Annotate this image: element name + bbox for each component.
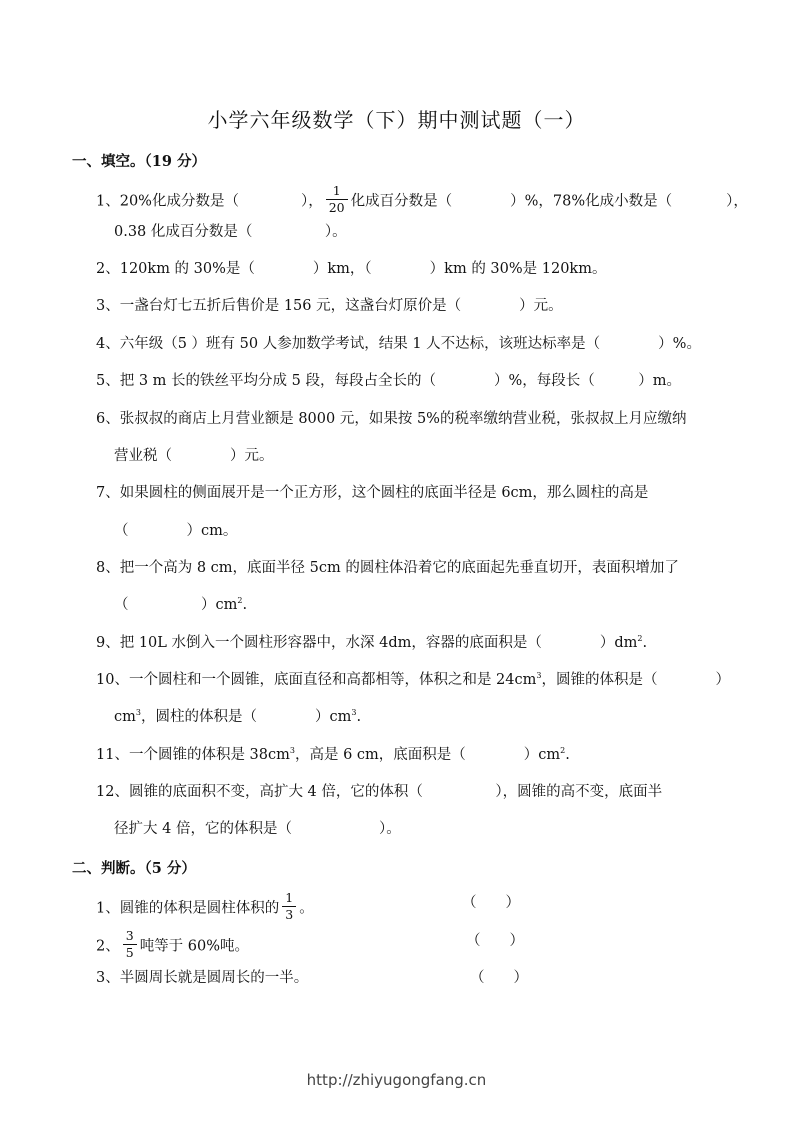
fraction-1-20: $\frac{1}{20}$ (326, 184, 348, 215)
judge-1: 1、圆锥的体积是圆柱体积的 $\frac{1}{3}$ 。 (96, 890, 314, 922)
fraction-3-5: $\frac{3}{5}$ (123, 929, 137, 960)
q1-text-c: 化成百分数是（ (350, 193, 453, 210)
question-4: 4、六年级（5 ）班有 50 人参加数学考试，结果 1 人不达标，该班达标率是（ ）%。 (96, 336, 701, 352)
question-7: 7、如果圆柱的侧面展开是一个正方形，这个圆柱的底面半径是 6cm，那么圆柱的高是 (96, 485, 649, 501)
question-6: 6、张叔叔的商店上月营业额是 8000 元，如果按 5%的税率缴纳营业税，张叔叔上月应缴纳 (96, 411, 687, 427)
judge-3: 3、半圆周长就是圆周长的一半。 (96, 970, 309, 986)
question-1 (96, 183, 748, 217)
fraction-1-3: $\frac{1}{3}$ (282, 891, 296, 922)
question-6-line-2: 营业税（ ）元。 (114, 448, 274, 464)
question-5: 5、把 3 m 长的铁丝平均分成 5 段，每段占全长的（ ）%，每段长（ ）m。 (96, 373, 681, 389)
q1-text-a: 1、20%化成分数是（ (96, 193, 239, 210)
question-3: 3、一盏台灯七五折后售价是 156 元，这盏台灯原价是（ ）元。 (96, 298, 563, 314)
question-9: 9、把 10L 水倒入一个圆柱形容器中，水深 4dm，容器的底面积是（ ）$dm^2$. (96, 634, 648, 651)
question-11: 11、一个圆锥的体积是 $38cm^3$，高是 6 cm，底面积是（ ）$cm^2$. (96, 746, 570, 763)
question-10-line-2: $cm^3$，圆柱的体积是（ ）$cm^3$. (114, 708, 362, 725)
question-12-line-2: 径扩大 4 倍，它的体积是（ ）。 (114, 821, 401, 837)
q1-text-b: ）， (300, 193, 323, 210)
page-title: 小学六年级数学（下）期中测试题（一） (207, 108, 586, 132)
section-heading-fill-blank: 一、填空。（19 分） (72, 153, 206, 170)
q1-text-d: ）%，78%化成小数是（ (510, 193, 673, 210)
question-10: 10、一个圆柱和一个圆锥，底面直径和高都相等，体积之和是 $24cm^3$，圆锥的体积是（ ） (96, 671, 730, 688)
question-7-line-2: （ ）cm。 (114, 523, 238, 539)
question-8-line-2: （ ）$cm^2$. (114, 596, 248, 613)
judge-2: 2、 $\frac{3}{5}$ 吨等于 60%吨。 (96, 928, 250, 960)
judge-2-answer-paren[interactable]: （ ） (466, 933, 524, 949)
question-1-line-2: 0.38 化成百分数是（ ）。 (114, 224, 347, 240)
question-8: 8、把一个高为 8 cm，底面半径 5cm 的圆柱体沿着它的底面起先垂直切开，表面积增加了 (96, 560, 679, 576)
question-2: 2、120km 的 30%是（ ）km，（ ）km 的 30%是 120km。 (96, 261, 607, 277)
judge-1-answer-paren[interactable]: （ ） (462, 895, 520, 911)
section-heading-judge: 二、判断。（5 分） (72, 860, 196, 877)
judge-3-answer-paren[interactable]: （ ） (470, 970, 528, 986)
footer-url[interactable]: http://zhiyugongfang.cn (306, 1071, 487, 1089)
q1-text-e: ）， (726, 193, 748, 210)
question-12: 12、圆锥的底面积不变，高扩大 4 倍，它的体积（ ），圆锥的高不变，底面半 (96, 784, 663, 800)
